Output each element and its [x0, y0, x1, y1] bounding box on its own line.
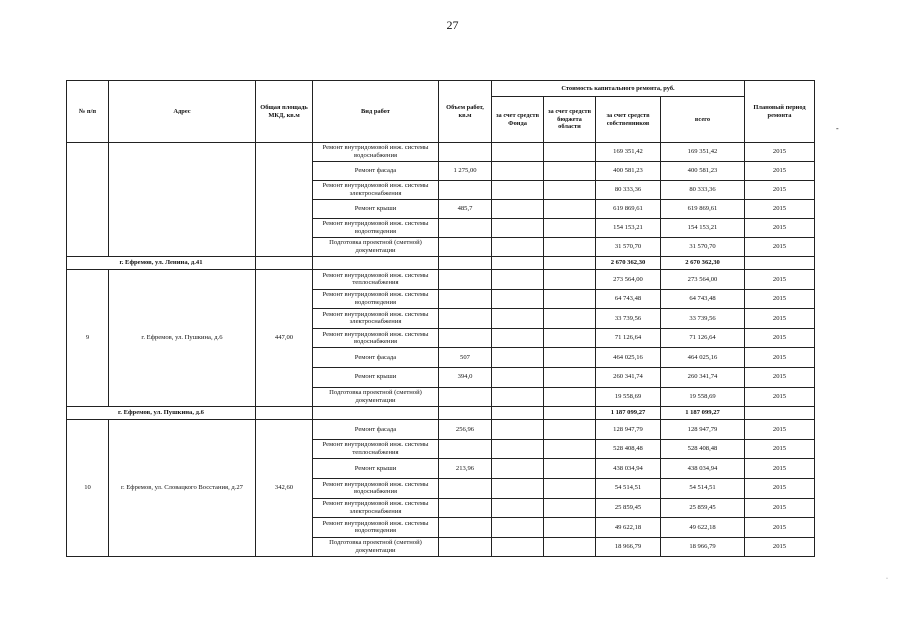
period-cell: 2015 [745, 181, 815, 200]
fund-cell [492, 309, 544, 329]
volume-cell [439, 143, 492, 162]
owners-cost-cell: 49 622,18 [596, 518, 661, 538]
subtotal-row [67, 257, 815, 270]
subtotal-region [544, 257, 596, 270]
header-owners: за счет средств собственников [596, 97, 661, 143]
region-budget-cell [544, 289, 596, 309]
address-cell: г. Ефремов, ул. Словацкого Восстания, д.27 [109, 420, 256, 557]
region-budget-cell [544, 439, 596, 459]
fund-cell [492, 181, 544, 200]
total-cost-cell: 273 564,00 [661, 270, 745, 290]
subtotal-label: г. Ефремов, ул. Ленина, д.41 [67, 257, 256, 270]
region-budget-cell [544, 420, 596, 440]
work-type-cell: Ремонт внутридомовой инж. системы водоотведения [313, 518, 439, 538]
period-cell: 2015 [745, 518, 815, 538]
total-cost-cell: 25 859,45 [661, 498, 745, 518]
subtotal-volume [439, 257, 492, 270]
subtotal-fund [492, 257, 544, 270]
address-cell [109, 143, 256, 257]
work-type-cell: Ремонт фасада [313, 420, 439, 440]
volume-cell [439, 309, 492, 329]
owners-cost-cell: 31 570,70 [596, 238, 661, 257]
fund-cell [492, 270, 544, 290]
fund-cell [492, 348, 544, 368]
fund-cell [492, 143, 544, 162]
period-cell: 2015 [745, 328, 815, 348]
work-type-cell: Ремонт внутридомовой инж. системы электроснабжения [313, 498, 439, 518]
subtotal-region [544, 407, 596, 420]
period-cell: 2015 [745, 420, 815, 440]
period-cell: 2015 [745, 219, 815, 238]
fund-cell [492, 219, 544, 238]
period-cell: 2015 [745, 162, 815, 181]
work-type-cell: Ремонт фасада [313, 348, 439, 368]
header-area: Общая площадь МКД, кв.м [256, 81, 313, 143]
work-type-cell: Ремонт крыши [313, 459, 439, 479]
page-number: 27 [446, 18, 459, 32]
work-type-cell: Ремонт внутридомовой инж. системы водоснабжения [313, 478, 439, 498]
region-budget-cell [544, 309, 596, 329]
owners-cost-cell: 64 743,48 [596, 289, 661, 309]
owners-cost-cell: 128 947,79 [596, 420, 661, 440]
subtotal-total: 2 670 362,30 [661, 257, 745, 270]
total-cost-cell: 54 514,51 [661, 478, 745, 498]
region-budget-cell [544, 518, 596, 538]
table-row [67, 143, 815, 162]
owners-cost-cell: 438 034,94 [596, 459, 661, 479]
owners-cost-cell: 18 966,79 [596, 537, 661, 557]
region-budget-cell [544, 348, 596, 368]
header-total: всего [661, 97, 745, 143]
region-budget-cell [544, 143, 596, 162]
total-cost-cell: 438 034,94 [661, 459, 745, 479]
volume-cell [439, 328, 492, 348]
work-type-cell: Ремонт крыши [313, 367, 439, 387]
total-cost-cell: 260 341,74 [661, 367, 745, 387]
period-cell: 2015 [745, 459, 815, 479]
fund-cell [492, 420, 544, 440]
owners-cost-cell: 169 351,42 [596, 143, 661, 162]
total-cost-cell: 64 743,48 [661, 289, 745, 309]
volume-cell [439, 498, 492, 518]
region-budget-cell [544, 387, 596, 407]
address-cell: г. Ефремов, ул. Пушкина, д.6 [109, 270, 256, 407]
owners-cost-cell: 400 581,23 [596, 162, 661, 181]
volume-cell [439, 181, 492, 200]
region-budget-cell [544, 537, 596, 557]
volume-cell: 213,96 [439, 459, 492, 479]
work-type-cell: Ремонт внутридомовой инж. системы теплоснабжения [313, 270, 439, 290]
subtotal-work [313, 257, 439, 270]
period-cell: 2015 [745, 289, 815, 309]
subtotal-row [67, 407, 815, 420]
period-cell: 2015 [745, 200, 815, 219]
period-cell: 2015 [745, 478, 815, 498]
subtotal-label: г. Ефремов, ул. Пушкина, д.6 [67, 407, 256, 420]
total-cost-cell: 169 351,42 [661, 143, 745, 162]
work-type-cell: Ремонт внутридомовой инж. системы теплоснабжения [313, 439, 439, 459]
owners-cost-cell: 71 126,64 [596, 328, 661, 348]
period-cell: 2015 [745, 537, 815, 557]
volume-cell [439, 518, 492, 538]
fund-cell [492, 289, 544, 309]
owners-cost-cell: 528 408,48 [596, 439, 661, 459]
total-cost-cell: 19 558,69 [661, 387, 745, 407]
subtotal-owners: 1 187 099,27 [596, 407, 661, 420]
volume-cell [439, 289, 492, 309]
period-cell: 2015 [745, 367, 815, 387]
subtotal-fund [492, 407, 544, 420]
period-cell: 2015 [745, 238, 815, 257]
table-row [67, 270, 815, 290]
region-budget-cell [544, 162, 596, 181]
header-region: за счет средств бюджета области [544, 97, 596, 143]
owners-cost-cell: 19 558,69 [596, 387, 661, 407]
volume-cell [439, 387, 492, 407]
total-cost-cell: 128 947,79 [661, 420, 745, 440]
table-row [67, 420, 815, 440]
total-cost-cell: 33 739,56 [661, 309, 745, 329]
volume-cell: 485,7 [439, 200, 492, 219]
owners-cost-cell: 33 739,56 [596, 309, 661, 329]
work-type-cell: Ремонт внутридомовой инж. системы водоснабжения [313, 143, 439, 162]
period-cell: 2015 [745, 348, 815, 368]
subtotal-owners: 2 670 362,30 [596, 257, 661, 270]
fund-cell [492, 387, 544, 407]
fund-cell [492, 328, 544, 348]
subtotal-period [745, 257, 815, 270]
region-budget-cell [544, 478, 596, 498]
work-type-cell: Подготовка проектной (сметной) документации [313, 238, 439, 257]
total-cost-cell: 18 966,79 [661, 537, 745, 557]
owners-cost-cell: 464 025,16 [596, 348, 661, 368]
fund-cell [492, 367, 544, 387]
area-cell: 447,00 [256, 270, 313, 407]
total-cost-cell: 71 126,64 [661, 328, 745, 348]
region-budget-cell [544, 219, 596, 238]
fund-cell [492, 200, 544, 219]
fund-cell [492, 478, 544, 498]
total-cost-cell: 80 333,36 [661, 181, 745, 200]
region-budget-cell [544, 367, 596, 387]
header-fund: за счет средств Фонда [492, 97, 544, 143]
owners-cost-cell: 273 564,00 [596, 270, 661, 290]
num-cell: 9 [67, 270, 109, 407]
work-type-cell: Подготовка проектной (сметной) документации [313, 387, 439, 407]
period-cell: 2015 [745, 270, 815, 290]
region-budget-cell [544, 200, 596, 219]
header-volume: Объем работ, кв.м [439, 81, 492, 143]
table-body [67, 143, 815, 557]
margin-mark: - [836, 124, 839, 133]
total-cost-cell: 528 408,48 [661, 439, 745, 459]
volume-cell: 394,0 [439, 367, 492, 387]
header-num: № п/п [67, 81, 109, 143]
total-cost-cell: 619 869,61 [661, 200, 745, 219]
period-cell: 2015 [745, 143, 815, 162]
volume-cell [439, 238, 492, 257]
owners-cost-cell: 25 859,45 [596, 498, 661, 518]
fund-cell [492, 459, 544, 479]
work-type-cell: Ремонт внутридомовой инж. системы электроснабжения [313, 309, 439, 329]
volume-cell [439, 219, 492, 238]
total-cost-cell: 31 570,70 [661, 238, 745, 257]
owners-cost-cell: 54 514,51 [596, 478, 661, 498]
region-budget-cell [544, 181, 596, 200]
work-type-cell: Ремонт внутридомовой инж. системы водоотведения [313, 289, 439, 309]
header-cost-group: Стоимость капитального ремонта, руб. [492, 81, 745, 97]
subtotal-area [256, 257, 313, 270]
area-cell [256, 143, 313, 257]
subtotal-work [313, 407, 439, 420]
fund-cell [492, 439, 544, 459]
subtotal-total: 1 187 099,27 [661, 407, 745, 420]
subtotal-area [256, 407, 313, 420]
region-budget-cell [544, 498, 596, 518]
header-work: Вид работ [313, 81, 439, 143]
work-type-cell: Ремонт внутридомовой инж. системы водоснабжения [313, 328, 439, 348]
volume-cell: 507 [439, 348, 492, 368]
period-cell: 2015 [745, 387, 815, 407]
work-type-cell: Ремонт внутридомовой инж. системы электроснабжения [313, 181, 439, 200]
volume-cell: 256,96 [439, 420, 492, 440]
volume-cell [439, 537, 492, 557]
volume-cell [439, 270, 492, 290]
work-type-cell: Ремонт крыши [313, 200, 439, 219]
subtotal-period [745, 407, 815, 420]
owners-cost-cell: 260 341,74 [596, 367, 661, 387]
table-header [67, 81, 815, 143]
fund-cell [492, 537, 544, 557]
work-type-cell: Ремонт фасада [313, 162, 439, 181]
region-budget-cell [544, 459, 596, 479]
area-cell: 342,60 [256, 420, 313, 557]
volume-cell [439, 439, 492, 459]
subtotal-volume [439, 407, 492, 420]
fund-cell [492, 518, 544, 538]
total-cost-cell: 49 622,18 [661, 518, 745, 538]
region-budget-cell [544, 238, 596, 257]
work-type-cell: Ремонт внутридомовой инж. системы водоотведения [313, 219, 439, 238]
fund-cell [492, 498, 544, 518]
num-cell [67, 143, 109, 257]
region-budget-cell [544, 270, 596, 290]
total-cost-cell: 154 153,21 [661, 219, 745, 238]
header-address: Адрес [109, 81, 256, 143]
volume-cell [439, 478, 492, 498]
header-period: Плановый период ремонта [745, 81, 815, 143]
region-budget-cell [544, 328, 596, 348]
owners-cost-cell: 80 333,36 [596, 181, 661, 200]
period-cell: 2015 [745, 498, 815, 518]
owners-cost-cell: 619 869,61 [596, 200, 661, 219]
fund-cell [492, 238, 544, 257]
num-cell: 10 [67, 420, 109, 557]
capital-repair-table [66, 80, 815, 557]
period-cell: 2015 [745, 309, 815, 329]
volume-cell: 1 275,00 [439, 162, 492, 181]
period-cell: 2015 [745, 439, 815, 459]
corner-mark: · [886, 576, 888, 582]
owners-cost-cell: 154 153,21 [596, 219, 661, 238]
fund-cell [492, 162, 544, 181]
work-type-cell: Подготовка проектной (сметной) документации [313, 537, 439, 557]
total-cost-cell: 400 581,23 [661, 162, 745, 181]
total-cost-cell: 464 025,16 [661, 348, 745, 368]
